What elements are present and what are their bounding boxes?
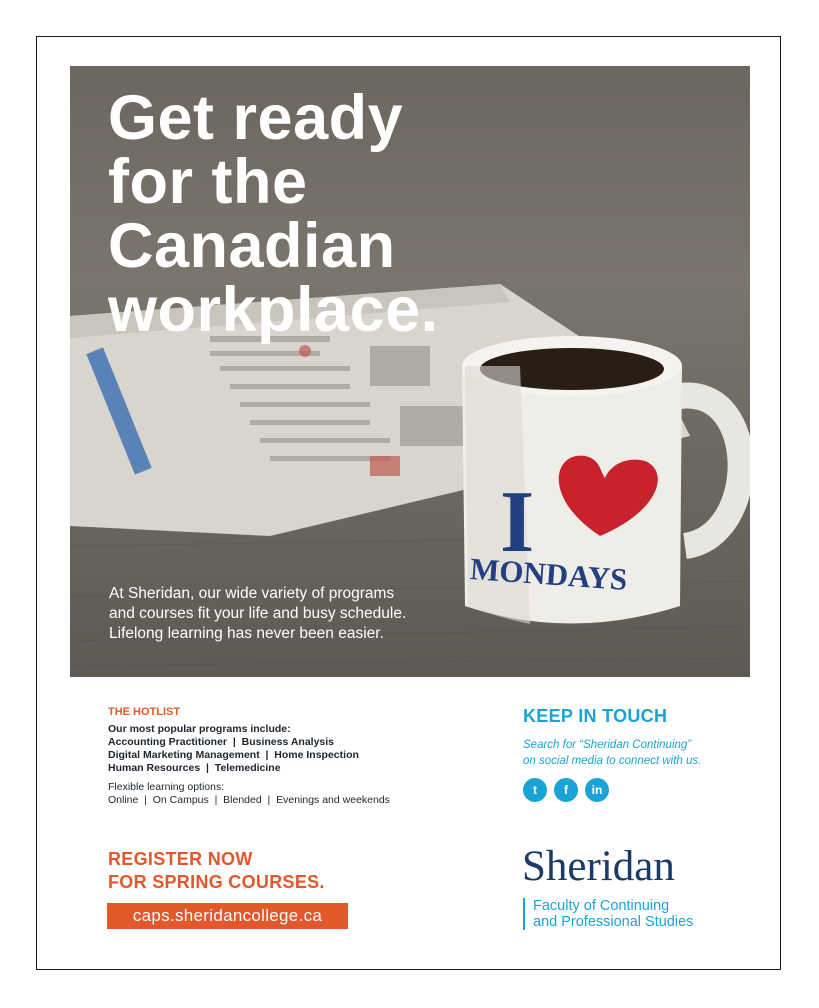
hero-photo — [70, 66, 750, 677]
options-list: Online | On Campus | Blended | Evenings and weekends — [108, 794, 390, 806]
register-line: REGISTER NOW — [108, 849, 253, 869]
headline-line: Get ready — [108, 83, 404, 153]
sheridan-logo: Sheridan — [522, 843, 675, 890]
intro-line: Lifelong learning has never been easier. — [109, 625, 384, 642]
keep-in-touch — [523, 706, 701, 802]
register-line: FOR SPRING COURSES. — [108, 872, 325, 892]
hotlist — [108, 706, 390, 807]
hotlist-title: THE HOTLIST — [108, 706, 181, 718]
headline-line: for the — [108, 147, 308, 217]
keep-in-touch-line: on social media to connect with us. — [523, 755, 702, 767]
options-label: Flexible learning options: — [108, 781, 225, 793]
faculty-line: and Professional Studies — [533, 914, 694, 930]
headline — [108, 83, 439, 345]
hotlist-subtitle: Our most popular programs include: — [108, 723, 291, 735]
program-list-item: Human Resources | Telemedicine — [108, 762, 281, 774]
intro-line: At Sheridan, our wide variety of programs — [109, 585, 395, 602]
mug-handle — [680, 396, 741, 546]
mug-letter-i: I — [500, 474, 535, 571]
intro-line: and courses fit your life and busy schedule. — [109, 605, 407, 622]
social-links — [523, 778, 701, 802]
keep-in-touch-text — [523, 737, 701, 769]
program-list-item: Digital Marketing Management | Home Inspection — [108, 749, 359, 761]
keep-in-touch-line: Search for “Sheridan Continuing” — [523, 739, 692, 751]
linkedin-icon[interactable]: in — [585, 778, 609, 802]
faculty-line: Faculty of Continuing — [533, 898, 670, 914]
mug-text-mondays: MONDAYS — [469, 551, 629, 597]
headline-line: Canadian — [108, 211, 396, 281]
twitter-icon[interactable]: t — [523, 778, 547, 802]
intro-text — [109, 584, 406, 644]
facebook-icon[interactable]: f — [554, 778, 578, 802]
keep-in-touch-title: KEEP IN TOUCH — [523, 706, 668, 726]
headline-line: workplace. — [108, 275, 439, 345]
program-list-item: Accounting Practitioner | Business Analysis — [108, 736, 335, 748]
faculty-name — [523, 898, 693, 930]
website-link[interactable]: caps.sheridancollege.ca — [107, 903, 348, 929]
register-heading — [108, 848, 325, 894]
